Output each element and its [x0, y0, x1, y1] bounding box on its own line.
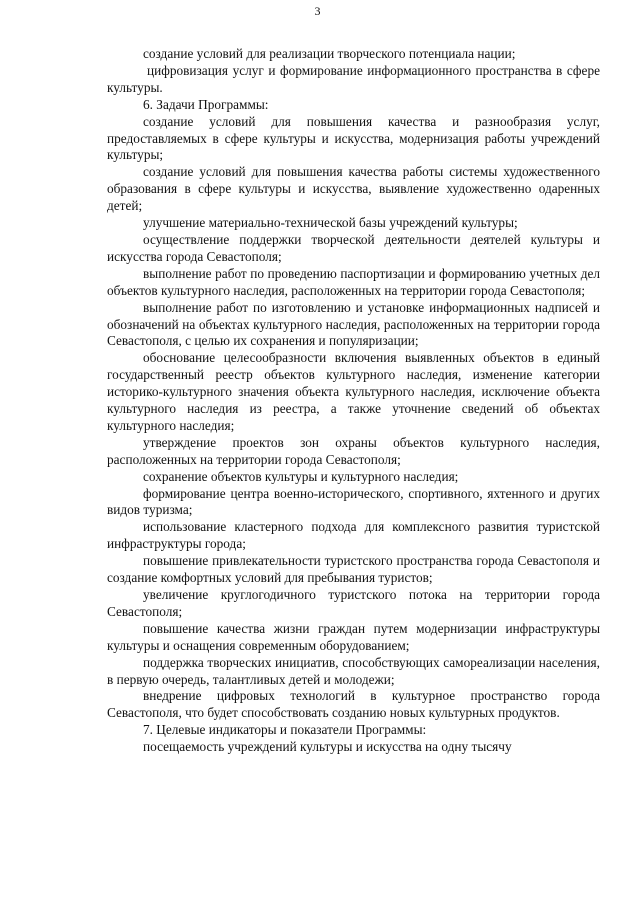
paragraph: выполнение работ по проведению паспортизации и формированию учетных дел объектов культурного наследия, расположенных на территории города Севастополя;: [107, 265, 600, 298]
page-number: 3: [314, 4, 321, 18]
paragraph: обоснование целесообразности включения выявленных объектов в единый государственный реестр объектов культурного наследия, изменение категории историко-культурного значения объекта культурного наследия, исключение объекта культурного наследия из реестра, а также уточнение сведений об объектах культурного наследия;: [107, 350, 600, 433]
paragraph: внедрение цифровых технологий в культурное пространство города Севастополя, что будет способствовать созданию новых культурных продуктов.: [107, 688, 600, 721]
paragraph: улучшение материально-технической базы учреждений культуры;: [143, 215, 518, 231]
paragraph: повышение привлекательности туристского пространства города Севастополя и создание комфортных условий для пребывания туристов;: [107, 553, 600, 586]
paragraph: создание условий для повышения качества и разнообразия услуг, предоставляемых в сфере культуры и искусства, модернизация работы учреждений культуры;: [107, 113, 600, 163]
paragraph: выполнение работ по изготовлению и установке информационных надписей и обозначений на объектах культурного наследия, расположенных на территории города Севастополя, с целью их сохранения и популяризации;: [107, 299, 600, 349]
paragraph: цифровизация услуг и формирование информационного пространства в сфере культуры.: [107, 62, 600, 95]
section-heading-tasks: 6. Задачи Программы:: [143, 96, 269, 112]
paragraph: формирование центра военно-исторического, спортивного, яхтенного и других видов туризма;: [107, 485, 600, 518]
paragraph: осуществление поддержки творческой деятельности деятелей культуры и искусства города Севастополя;: [107, 231, 600, 264]
paragraph: увеличение круглогодичного туристского потока на территории города Севастополя;: [107, 587, 600, 619]
paragraph: сохранение объектов культуры и культурного наследия;: [143, 468, 459, 484]
paragraph: утверждение проектов зон охраны объектов культурного наследия, расположенных на территории города Севастополя;: [107, 434, 600, 467]
paragraph: повышение качества жизни граждан путем модернизации инфраструктуры культуры и оснащения современным оборудованием;: [107, 620, 600, 653]
paragraph: создание условий для реализации творческого потенциала нации;: [143, 46, 516, 61]
paragraph: посещаемость учреждений культуры и искусства на одну тысячу: [143, 739, 512, 755]
paragraph: создание условий для повышения качества работы системы художественного образования в сфере культуры и искусства, выявление художественно одаренных детей;: [107, 164, 600, 214]
section-heading-indicators: 7. Целевые индикаторы и показатели Программы:: [143, 722, 427, 738]
paragraph: поддержка творческих инициатив, способствующих самореализации населения, в первую очередь, талантливых детей и молодежи;: [107, 654, 600, 687]
document-body: [107, 46, 600, 756]
paragraph: использование кластерного подхода для комплексного развития туристской инфраструктуры города;: [107, 519, 600, 552]
